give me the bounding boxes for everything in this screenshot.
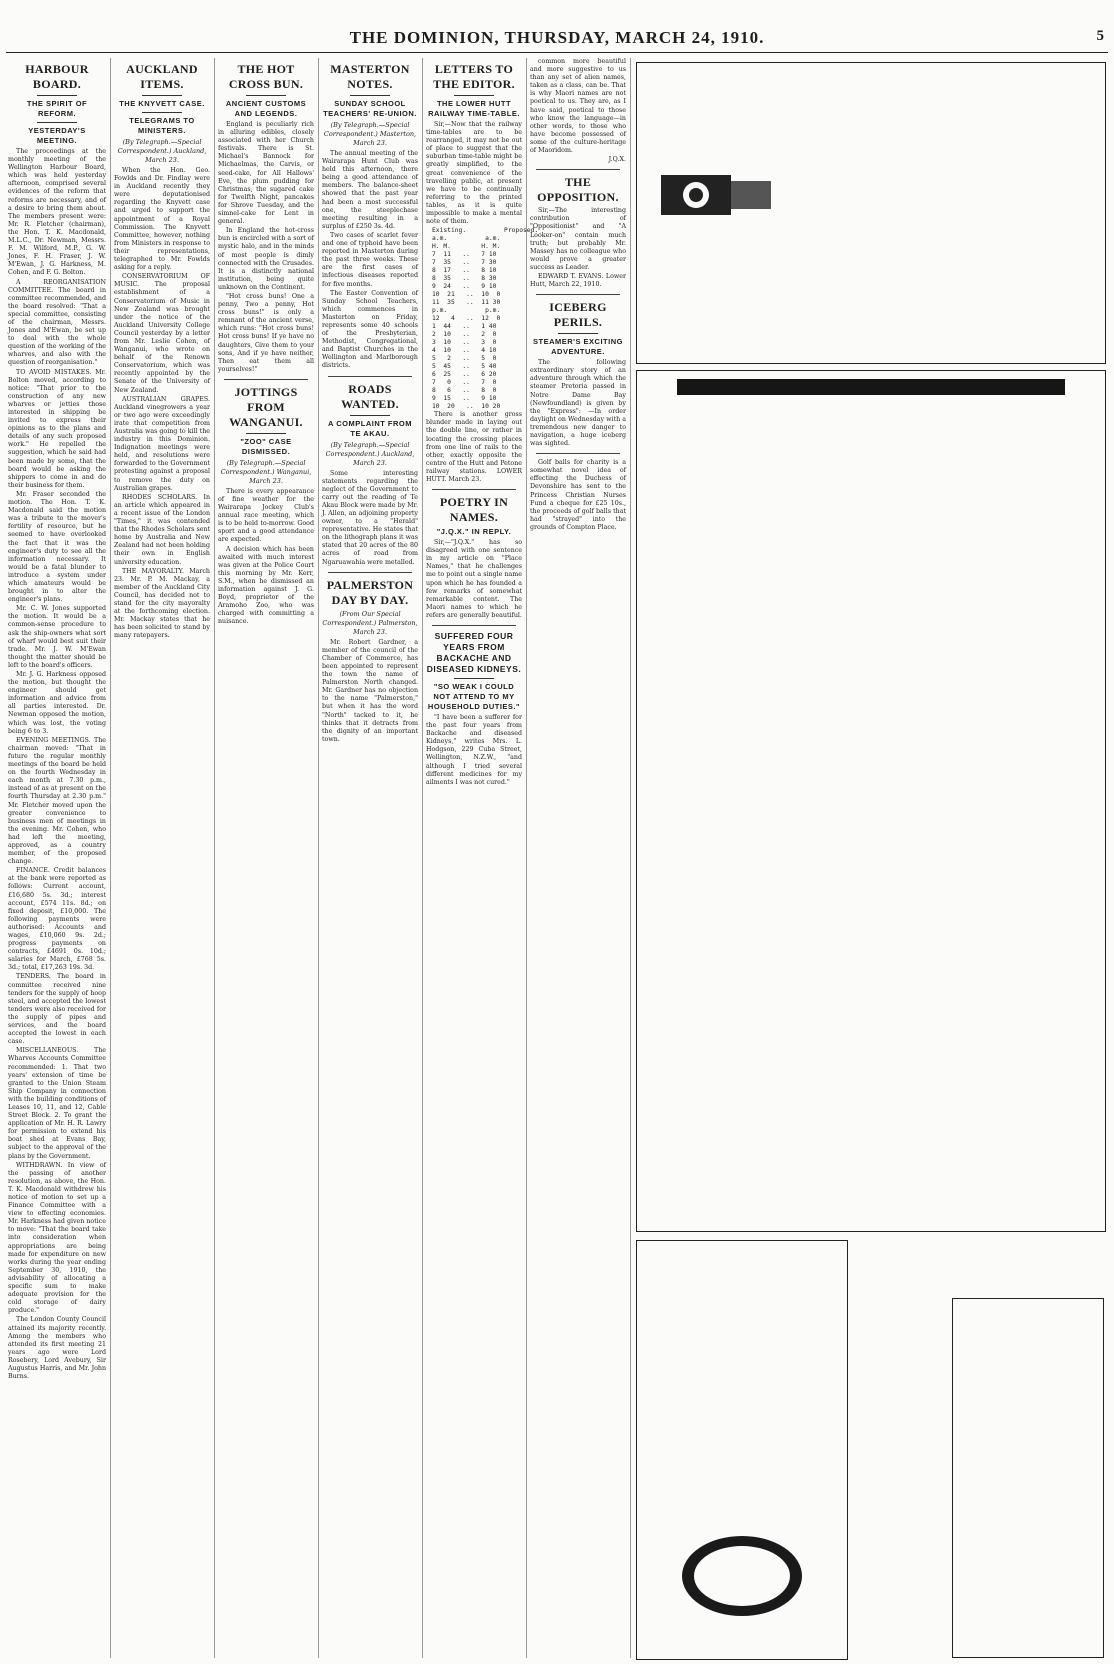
- paragraph: EVENING MEETINGS. The chairman moved: "That in future the regular monthly meetings of the board be held on the fourth Wednesday in each month at 7.30 p.m., instead of as at present on the fourth Thursday at 2.30 p.m." Mr. Fletcher moved upon the greater convenience to business men of meetings in the evening. Mr. Cohen, who had left the meeting, approved, as a country member, of the proposed change.: [8, 736, 106, 866]
- timetable-header: Existing. Proposed.: [432, 227, 539, 235]
- divider: [142, 95, 182, 96]
- camera-icon: [651, 163, 781, 223]
- paragraph: Mr. C. W. Jones supported the motion. It would be a common-sense procedure to ask the ship-owners what sort of wharf would best suit their trade. Mr. J. W. M'Ewan thought the matter should be left to the board's officers.: [8, 605, 106, 669]
- divider: [350, 415, 390, 416]
- article-body: [530, 58, 626, 164]
- kodak-advertisement: [636, 62, 1106, 364]
- divider: [454, 95, 494, 96]
- paragraph: There is another gross blunder made in laying out the double line, or rather in locating the crossing places from one line of rails to the other, exactly opposite the centre of the Hutt and Petone railway stations. LOWER HUTT. March 23.: [426, 411, 522, 483]
- paragraph: The proceedings at the monthly meeting of the Wellington Harbour Board, which was held yesterday afternoon, comprised several evidences of the reform that reforms are necessary, and of a desire to bring them about. The members present were: Mr. R. Fletcher (chairman), the Hon. T. K. Macdonald, M.L.C., Dr. Newman, Messrs. F. M. Wilford, M.P., G. W. Jones, F. H. Fraser, J. W. M'Ewan, J. G. Harkness, M. Cohen, and F. G. Bolton.: [8, 148, 106, 277]
- article-dateline: (By Telegraph.—Special Correspondent.) Masterton, March 23.: [323, 121, 417, 147]
- paragraph: AUSTRALIAN GRAPES. Auckland vinegrowers a year or two ago were exceedingly irate that competition from Australia was going to kill the industry in this Dominion. Indignation meetings were held, and resolutions were forwarded to the Government protesting against a proposal to remove the duty on Australian grapes.: [114, 395, 210, 492]
- paragraph: "Hot cross buns! One a penny, Two a penny, Hot cross buns!" is only a remnant of the ancient verse, which runs: "Hot cross buns! Hot cross buns! If ye have no daughters, Give them to your sons, And if ye have neither, Then eat them all yourselves!": [218, 292, 314, 373]
- article-title: THE HOT CROSS BUN.: [228, 62, 304, 91]
- column-5: [426, 58, 539, 1658]
- timetable-row: 11 35 .. 11 30: [432, 299, 501, 307]
- divider: [536, 169, 620, 170]
- te-aro-house-advertisement: [636, 370, 1106, 1232]
- article-title: MASTERTON NOTES.: [330, 62, 410, 91]
- masthead-rule: [6, 52, 1108, 53]
- column-6: [530, 58, 626, 1658]
- divider: [454, 678, 494, 679]
- timetable-row: 10 21 .. 10 0: [432, 291, 501, 299]
- timetable-row: 6 25 .. 6 20: [432, 371, 497, 379]
- paragraph: RHODES SCHOLARS. In an article which appeared in a recent issue of the London "Times," it was contended that the Rhodes Scholars sent home by Australia and New Zealand had not been holding their own in English university education.: [114, 493, 211, 566]
- divider: [246, 95, 286, 96]
- article-subtitle: THE KNYVETT CASE.: [119, 99, 205, 108]
- divider: [432, 625, 516, 626]
- article-subtitle: STEAMER'S EXCITING ADVENTURE.: [533, 337, 623, 357]
- article-title: AUCKLAND ITEMS.: [126, 62, 198, 91]
- article-body: [426, 411, 522, 484]
- column-rule: [214, 58, 215, 1658]
- article-title: JOTTINGS FROM WANGANUI.: [229, 384, 303, 429]
- divider: [536, 294, 620, 295]
- paragraph: THE MAYORALTY. March 23. Mr. P. M. Mackay, a member of the Auckland City Council, has decided not to stand for the city mayoralty at the forthcoming election. Mr. Mackay states that he has been solicited to stand by many ratepayers.: [114, 567, 210, 640]
- page-number: 5: [1096, 28, 1104, 44]
- timetable-row: H. M. H. M.: [432, 243, 501, 251]
- divider: [536, 453, 620, 454]
- timetable-row: 8 17 .. 8 10: [432, 267, 497, 275]
- article-body: [8, 148, 106, 1381]
- timetable-row: 4 10 .. 4 10: [432, 347, 497, 355]
- column-rule: [526, 58, 527, 1658]
- article-subtitle: "ZOO" CASE DISMISSED.: [240, 436, 292, 456]
- paragraph: CONSERVATORIUM OF MUSIC. The proposal establishment of a Conservatorium of Music in New Zealand was brought under the notice of the Auckland University College Council yesterday by a letter from Mr. Leslie Cohen, of Wanganui, who wrote on behalf of the Renown Conservatorium, which was recently appointed by the Senate of the University of New Zealand.: [114, 273, 210, 394]
- camera-illustration: [651, 163, 781, 223]
- timetable-row: 8 6 .. 8 0: [432, 387, 497, 395]
- divider: [224, 379, 308, 380]
- paragraph: The annual meeting of the Wairarapa Hunt Club was held this afternoon, there being a good attendance of members. The balance-sheet showed that the past year had been a most successful one, the steeplechase meeting resulting in a surplus of £250 3s. 4d.: [322, 150, 418, 230]
- article-title: LETTERS TO THE EDITOR.: [433, 62, 515, 91]
- article-title: HARBOUR BOARD.: [25, 62, 89, 91]
- article-title: SUFFERED FOUR YEARS FROM BACKACHE AND DISEASED KIDNEYS.: [426, 631, 522, 674]
- article-body: [322, 639, 418, 744]
- article-section: TELEGRAMS TO MINISTERS.: [129, 116, 195, 135]
- paragraph: Mr. Fraser seconded the motion. The Hon. T. K. Macdonald said the motion was a tribute to the mover's fertility of resource, but he seemed to have overlooked the fact that it was the engineer's duty to see all the information necessary. It would be a fatal blunder to introduce a system under which amateurs would be brought in to alter the engineer's plans.: [8, 490, 106, 604]
- article-dateline: (By Telegraph.—Special Correspondent.) Auckland, March 23.: [117, 138, 207, 164]
- paragraph: TO AVOID MISTAKES. Mr. Bolton moved, according to notice: "That prior to the construction of any new wharves or jetties those interested in shipping be invited to express their opinions as to the plans and details of any such proposed work." He repelled the suggestion, which he said had been made by some, that the board would be asking the shippers to come in and do their business for them.: [8, 368, 106, 489]
- divider: [246, 433, 286, 434]
- article-dateline: (By Telegraph.—Special Correspondent.) Wanganui, March 23.: [220, 458, 312, 485]
- column-rule: [422, 58, 423, 1658]
- article-subtitle: SUNDAY SCHOOL TEACHERS' RE-UNION.: [323, 99, 417, 118]
- paragraph: Sir,—Now that the railway time-tables are to be rearranged, it may not be out of place to suggest that the suburban time-table might be greatly simplified, to the great convenience of the travelling public, at present we have to be continually referring to the printed tables, as it is quite impossible to make a mental note of them.: [426, 121, 522, 226]
- article-title: PALMERSTON DAY BY DAY.: [326, 577, 414, 607]
- bengers-food-advertisement: [636, 1240, 848, 1660]
- timetable-row: 7 35 .. 7 30: [432, 259, 497, 267]
- paragraph: TENDERS. The board in committee received nine tenders for the supply of hoop steel, and accepted the lowest tenders were also received for the supply of pipes and services, and the board accepted the lowest in each case.: [8, 973, 106, 1046]
- timetable-row: 3 10 .. 3 0: [432, 339, 497, 347]
- timetable-row: 10 20 .. 10 20: [432, 403, 501, 411]
- divider: [558, 333, 598, 334]
- article-body: [426, 539, 522, 620]
- paragraph: A decision which has been awaited with much interest was given at the Police Court this morning by Mr. Kerr, S.M., when he dismissed an information against J. G. Boyd, proprietor of the Aramoho Zoo, who was charged with committing a nuisance.: [218, 545, 314, 626]
- paragraph: "I have been a sufferer for the past four years from Backache and diseased Kidneys," writes Mrs. L. Hodgson, 229 Cuba Street, Wellington, N.Z.W., "and although I tried several different medicines for my ailments I was not cured.": [426, 714, 522, 786]
- column-rule: [318, 58, 319, 1658]
- article-body: [218, 488, 314, 627]
- timetable: [426, 235, 522, 411]
- timetable-row: 1 44 .. 1 40: [432, 323, 497, 331]
- te-aro-copy-block: [677, 379, 1065, 395]
- farmers-notice: [852, 1240, 1104, 1294]
- timetable-row: 9 15 .. 9 10: [432, 395, 497, 403]
- column-rule: [110, 58, 111, 1658]
- article-body: [322, 150, 418, 371]
- timetable-row: 9 24 .. 9 10: [432, 283, 497, 291]
- paragraph: EDWARD T. EVANS. Lower Hutt, March 22, 1910.: [530, 272, 626, 289]
- divider: [37, 95, 77, 96]
- paragraph: England is peculiarly rich in alluring edibles, closely associated with her Church festivals. There is St. Michael's Bannock for Michaelmas, the Carvis, or seed-cake, for All Hallows' Eve, the plum pudding for Christmas, the sugared cake for Twelfth Night, pancakes for Shrove Tuesday, and the simnel-cake for Lent in general.: [218, 121, 314, 226]
- paragraph: The London County Council attained its majority recently. Among the members who attended its first meeting 21 years ago were Lord Rosebery, Lord Avebury, Sir Augustus Harris, and Mr. John Burns.: [8, 1316, 106, 1381]
- article-body: [530, 459, 626, 532]
- timetable-row: p.m. p.m.: [432, 307, 501, 315]
- column-4: [322, 58, 418, 1658]
- article-subtitle: "SO WEAK I COULD NOT ATTEND TO MY HOUSEHOLD DUTIES.": [427, 682, 521, 711]
- paragraph: Two cases of scarlet fever and one of typhoid have been reported in Masterton during the past three weeks. These are the first cases of infectious diseases reported for five months.: [322, 231, 418, 288]
- timetable-row: 5 45 .. 5 40: [432, 363, 497, 371]
- timetable-row: 5 2 .. 5 0: [432, 355, 497, 363]
- article-body: [530, 207, 626, 289]
- paragraph: The Easter Convention of Sunday School Teachers, which commences in Masterton on Friday, represents some 40 schools of the Presbyterian, Methodist, Congregational, and Baptist Churches in the Wellington and Marlborough districts.: [322, 289, 418, 370]
- paragraph: Mr. Robert Gardner, a member of the council of the Chamber of Commerce, has been appointed to represent the town the name of Palmerston North changed. Mr. Gardner has no objection to the name "Palmerston," but when it has the word "North" tacked to it, he thinks that it detracts from the dignity of an important town.: [322, 638, 418, 743]
- timetable-row: 2 10 .. 2 0: [432, 331, 497, 339]
- paragraph: When the Hon. Geo. Fowlds and Dr. Findlay were in Auckland recently they were deputationised regarding the Knyvett case and urged to support the appointment of a Royal Commission. The Knyvett Committee, however, nothing from Ministers in response to their representations, telegraphed to Mr. Fowlds asking for a reply.: [114, 167, 210, 272]
- paragraph: Some interesting statements regarding the neglect of the Government to carry out the reading of Te Akau Block were made by Mr. J. Allen, an adjoining property owner, to a "Herald" representative. He states that on the lithograph plans it was stated that 20 acres of the 80 acres of road from Ngaruawahia were metalled.: [322, 469, 418, 566]
- column-rule: [630, 58, 631, 1658]
- masthead-title: THE DOMINION, THURSDAY, MARCH 24, 1910.: [349, 28, 765, 47]
- article-title: POETRY IN NAMES.: [439, 495, 509, 525]
- column-3: [218, 58, 314, 1658]
- article-subtitle: THE LOWER HUTT RAILWAY TIME-TABLE.: [428, 99, 520, 118]
- divider: [328, 376, 412, 377]
- divider: [142, 112, 182, 113]
- article-dateline: (By Telegraph.—Special Correspondent.) Auckland, March 23.: [325, 440, 415, 467]
- paragraph: Mr. J. G. Harkness opposed the motion, but thought the engineer should get information and advice from all parties interested. Dr. Newman opposed the motion, which was lost, the voting being 6 to 3.: [8, 671, 106, 735]
- timetable-row: 8 35 .. 8 30: [432, 275, 497, 283]
- benger-copy: [637, 1241, 847, 1253]
- timetable-row: 7 11 .. 7 10: [432, 251, 497, 259]
- article-subtitle: "J.Q.X." IN REPLY.: [436, 527, 512, 537]
- paragraph: FINANCE. Credit balances at the bank were reported as follows: Current account, £16,680 5s. 3d.; interest account, £574 11s. 8d.; on fixed deposit, £10,000. The following payments were authorised: Accounts and wages, £10,060 9s. 2d.; progress payments on contracts, £4691 0s. 10d.; salaries for March, £768 5s. 3d.; total, £17,263 19s. 3d.: [8, 867, 106, 972]
- divider: [432, 489, 516, 490]
- paragraph: Sir,—The interesting contribution of "Oppositionist" and "A Looker-on" contain much truth; but probably Mr. Massey has no colleague who would prove a greater success as Leader.: [530, 207, 626, 271]
- article-title: THE OPPOSITION.: [537, 175, 619, 205]
- paragraph: A REORGANISATION COMMITTEE. The board in committee recommended, and the board resolved: "That a special committee, consisting of the chairman, Messrs. Jones and M'Ewan, be set up to deal with the whole question of the working of the wharves, and also with the question of reorganisation.": [8, 278, 106, 367]
- paragraph: WITHDRAWN. In view of the passing of another resolution, as above, the Hon. T. K. Macdonald withdrew his notice of motion to set up a Finance Committee with a view to effecting economies. Mr. Harkness had given notice to move: "That the board take into consideration when appropriations are being made for expenditure on new works during the year ending September 30, 1910, the advisability of allocating a specific sum to make adequate provision for the cold storage of dairy produce.": [8, 1161, 106, 1315]
- article-section: YESTERDAY'S MEETING.: [28, 126, 86, 145]
- paragraph: In England the hot-cross bun is encircled with a sort of mystic halo, and in the minds of most people is dimly connected with the Crusades. It is a distinctly national institution, being quite unknown on the Continent.: [218, 227, 314, 291]
- masthead: [0, 0, 1114, 54]
- paragraph: Golf balls for charity is a somewhat novel idea of effecting the Duchess of Devonshire has sent to the Princess Christian Nurses Fund a cheque for £25 10s., the proceeds of golf balls that had "strayed" into the grounds of Compton Place.: [530, 459, 626, 531]
- article-title: ICEBERG PERILS.: [549, 300, 607, 330]
- article-body: [530, 359, 626, 448]
- article-body: [426, 714, 522, 787]
- article-subtitle: THE SPIRIT OF REFORM.: [26, 99, 88, 118]
- paragraph: The following extraordinary story of an adventure through which the steamer Pretoria passed in Notre Dame Bay (Newfoundland) is given by the "Express": —In order daylight on Wednesday with a tremendous new danger to navigation, a huge iceberg was sighted.: [530, 359, 626, 448]
- divider: [37, 122, 77, 123]
- timetable-row: 7 0 .. 7 0: [432, 379, 497, 387]
- paragraph: There is every appearance of fine weather for the Wairarapa Jockey Club's annual race meeting, which is to be held to-morrow. Good sport and a good attendance are expected.: [218, 487, 314, 544]
- article-dateline: (From Our Special Correspondent.) Palmerston, March 23.: [322, 609, 418, 636]
- column-1: [8, 58, 106, 1658]
- article-subtitle: ANCIENT CUSTOMS AND LEGENDS.: [225, 99, 307, 118]
- benger-tin-illustration: [677, 1531, 807, 1621]
- article-body: [426, 121, 522, 226]
- divider: [328, 572, 412, 573]
- article-body: [218, 121, 314, 374]
- article-body: [114, 167, 210, 640]
- paragraph: MISCELLANEOUS. The Wharves Accounts Committee recommended: 1. That two years' extension of time be granted to the Union Steam Ship Company in connection with the building conditions of Leases 10, 11, and 12, Cable Street Block. 2. To grant the application of Mr. H. R. Lawry for permission to extend his boat shed at Evans Bay, subject to the approval of the plans by the Government.: [8, 1047, 106, 1160]
- food-tin-icon: [677, 1531, 807, 1621]
- divider: [350, 95, 390, 96]
- timetable-row: 12 4 .. 12 0: [432, 315, 501, 323]
- signature: J.Q.X.: [608, 156, 626, 164]
- paragraph: Sir,—"J.Q.X." has so disagreed with one sentence in my article on "Place Names," that he challenges me to point out a single name upon which he has founded a few remarks of somewhat remarkable content. The Maori names to which he refers are generally beautiful.: [426, 539, 522, 619]
- article-subtitle: A COMPLAINT FROM TE AKAU.: [328, 418, 412, 438]
- timetable-row: a.m. a.m.: [432, 235, 501, 243]
- article-body: [322, 470, 418, 567]
- column-2: [114, 58, 210, 1658]
- article-title: ROADS WANTED.: [341, 381, 399, 411]
- paragraph: common more beautiful and more suggestive to us than any set of alien names, taken as a class, can be. That is why Maori names are not poetical to us. They are, as I have said, poetical to those who know the language—in other words, to those who have become possessed of some of the culture-heritage of Maoridom.: [530, 58, 626, 155]
- mcgills-oatmeal-advertisement: [952, 1298, 1104, 1658]
